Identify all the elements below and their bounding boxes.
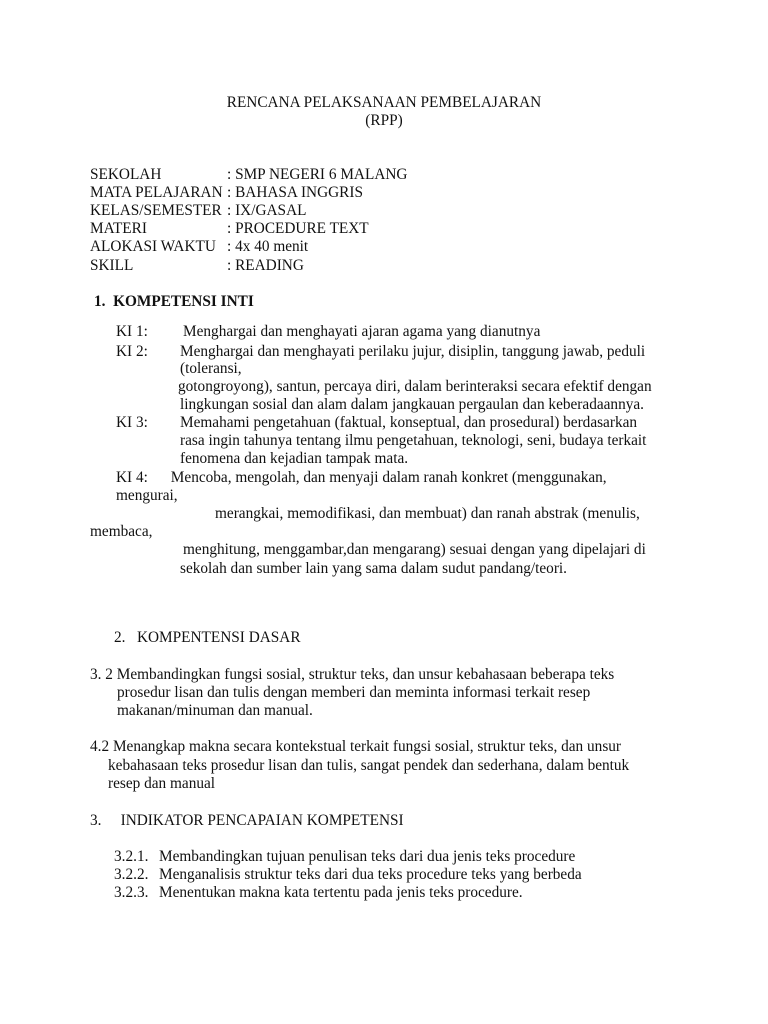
indikator-num: 3.2.3. xyxy=(114,884,149,901)
ki1-label: KI 1: xyxy=(116,323,148,340)
indikator-num: 3.2.2. xyxy=(114,866,149,883)
ki4-line6: sekolah dan sumber lain yang sama dalam sudut pandang/teori. xyxy=(180,560,567,577)
kd42-line1: 4.2 Menangkap makna secara kontekstual terkait fungsi sosial, struktur teks, dan unsur xyxy=(90,738,622,755)
kd32-line1: 3. 2 Membandingkan fungsi sosial, struktur teks, dan unsur kebahasaan beberapa teks xyxy=(90,666,615,683)
kd42-line2: kebahasaan teks prosedur lisan dan tulis, sangat pendek dan sederhana, dalam bentuk xyxy=(108,757,630,774)
indikator-text: Membandingkan tujuan penulisan teks dari dua jenis teks procedure xyxy=(159,848,576,865)
section-heading-indikator: 3. INDIKATOR PENCAPAIAN KOMPETENSI xyxy=(90,812,404,829)
indikator-text: Menganalisis struktur teks dari dua teks procedure teks yang berbeda xyxy=(159,866,582,883)
ki3-line1: Memahami pengetahuan (faktual, konseptual, dan prosedural) berdasarkan xyxy=(180,414,638,431)
section-heading-kompetensi-dasar: 2. KOMPENTENSI DASAR xyxy=(114,629,301,646)
ki2-line3: gotongroyong), santun, percaya diri, dalam berinteraksi secara efektif dengan xyxy=(178,378,652,395)
ki3-label: KI 3: xyxy=(116,414,148,431)
kd42-line3: resep dan manual xyxy=(108,775,216,792)
kd32-line3: makanan/minuman dan manual. xyxy=(117,702,313,719)
ki4-line1: KI 4: Mencoba, mengolah, dan menyaji dalam ranah konkret (menggunakan, xyxy=(116,469,607,486)
identity-value-mapel: : BAHASA INGGRIS xyxy=(227,184,363,201)
ki3-line2: rasa ingin tahunya tentang ilmu pengetahuan, teknologi, seni, budaya terkait xyxy=(180,432,647,449)
section-heading-kompetensi-inti: 1. KOMPETENSI INTI xyxy=(94,293,254,310)
indikator-num: 3.2.1. xyxy=(114,848,149,865)
identity-label-mapel: MATA PELAJARAN xyxy=(90,184,223,201)
identity-label-alokasi: ALOKASI WAKTU xyxy=(90,238,216,255)
identity-label-materi: MATERI xyxy=(90,220,147,237)
ki4-line4: membaca, xyxy=(90,523,153,540)
identity-value-kelas: : IX/GASAL xyxy=(227,202,307,219)
identity-value-materi: : PROCEDURE TEXT xyxy=(227,220,369,237)
ki2-label: KI 2: xyxy=(116,343,148,360)
identity-value-skill: : READING xyxy=(227,257,304,274)
identity-label-kelas: KELAS/SEMESTER xyxy=(90,202,222,219)
ki2-line1: Menghargai dan menghayati perilaku jujur, disiplin, tanggung jawab, peduli xyxy=(180,343,646,360)
ki2-line2: (toleransi, xyxy=(180,360,242,377)
identity-label-sekolah: SEKOLAH xyxy=(90,166,162,183)
identity-value-alokasi: : 4x 40 menit xyxy=(227,238,309,255)
identity-label-skill: SKILL xyxy=(90,257,134,274)
ki4-line2: mengurai, xyxy=(116,487,178,504)
kd32-line2: prosedur lisan dan tulis dengan memberi dan meminta informasi terkait resep xyxy=(117,684,591,701)
ki4-line5: menghitung, menggambar,dan mengarang) sesuai dengan yang dipelajari di xyxy=(183,541,646,558)
document-title: RENCANA PELAKSANAAN PEMBELAJARAN xyxy=(226,94,542,111)
ki4-line3: merangkai, memodifikasi, dan membuat) dan ranah abstrak (menulis, xyxy=(215,505,640,522)
indikator-text: Menentukan makna kata tertentu pada jenis teks procedure. xyxy=(159,884,523,901)
document-subtitle: (RPP) xyxy=(365,112,403,129)
identity-value-sekolah: : SMP NEGERI 6 MALANG xyxy=(227,166,408,183)
ki2-line4: lingkungan sosial dan alam dalam jangkauan pergaulan dan keberadaannya. xyxy=(180,396,644,413)
ki3-line3: fenomena dan kejadian tampak mata. xyxy=(180,450,409,467)
ki1-text: Menghargai dan menghayati ajaran agama yang dianutnya xyxy=(183,323,541,340)
